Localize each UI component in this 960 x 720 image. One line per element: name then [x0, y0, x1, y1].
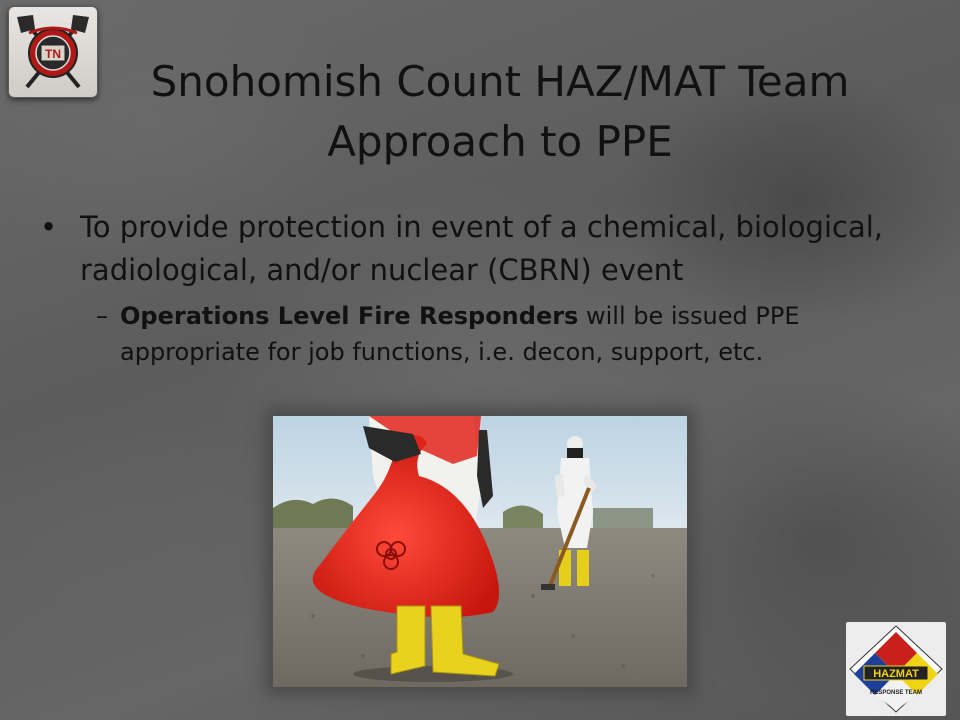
hazmat-diamond-icon: [846, 622, 946, 716]
slide-title: [110, 52, 890, 172]
bullet-list: [40, 206, 940, 370]
logo-badge-text: TN: [45, 47, 61, 61]
hazmat-team-logo: [846, 622, 946, 716]
bullet-marker: •: [40, 210, 58, 244]
title-line-2: Approach to PPE: [327, 117, 673, 166]
title-line-1: Snohomish Count HAZ/MAT Team: [150, 57, 850, 106]
sub-bullet-bold-text: Operations Level Fire Responders: [120, 302, 579, 330]
axe-emblem-icon: [9, 7, 97, 97]
bullet-text: To provide protection in event of a chemical, biological, radiological, and/or nuclear (CBRN) event: [80, 210, 884, 287]
hazmat-photo: [273, 416, 687, 687]
sub-bullet-text: will be issued PPE appropriate for job functions, i.e. decon, support, etc.: [120, 302, 800, 366]
bullet-item: [40, 206, 940, 292]
hazmat-workers-image: [273, 416, 687, 687]
sub-bullet-item: [40, 298, 940, 370]
hazmat-logo-text: HAZMAT: [873, 668, 919, 680]
hazmat-logo-subtext: RESPONSE TEAM: [869, 690, 923, 696]
fire-department-logo: [8, 6, 98, 98]
sub-bullet-marker: –: [96, 302, 108, 330]
